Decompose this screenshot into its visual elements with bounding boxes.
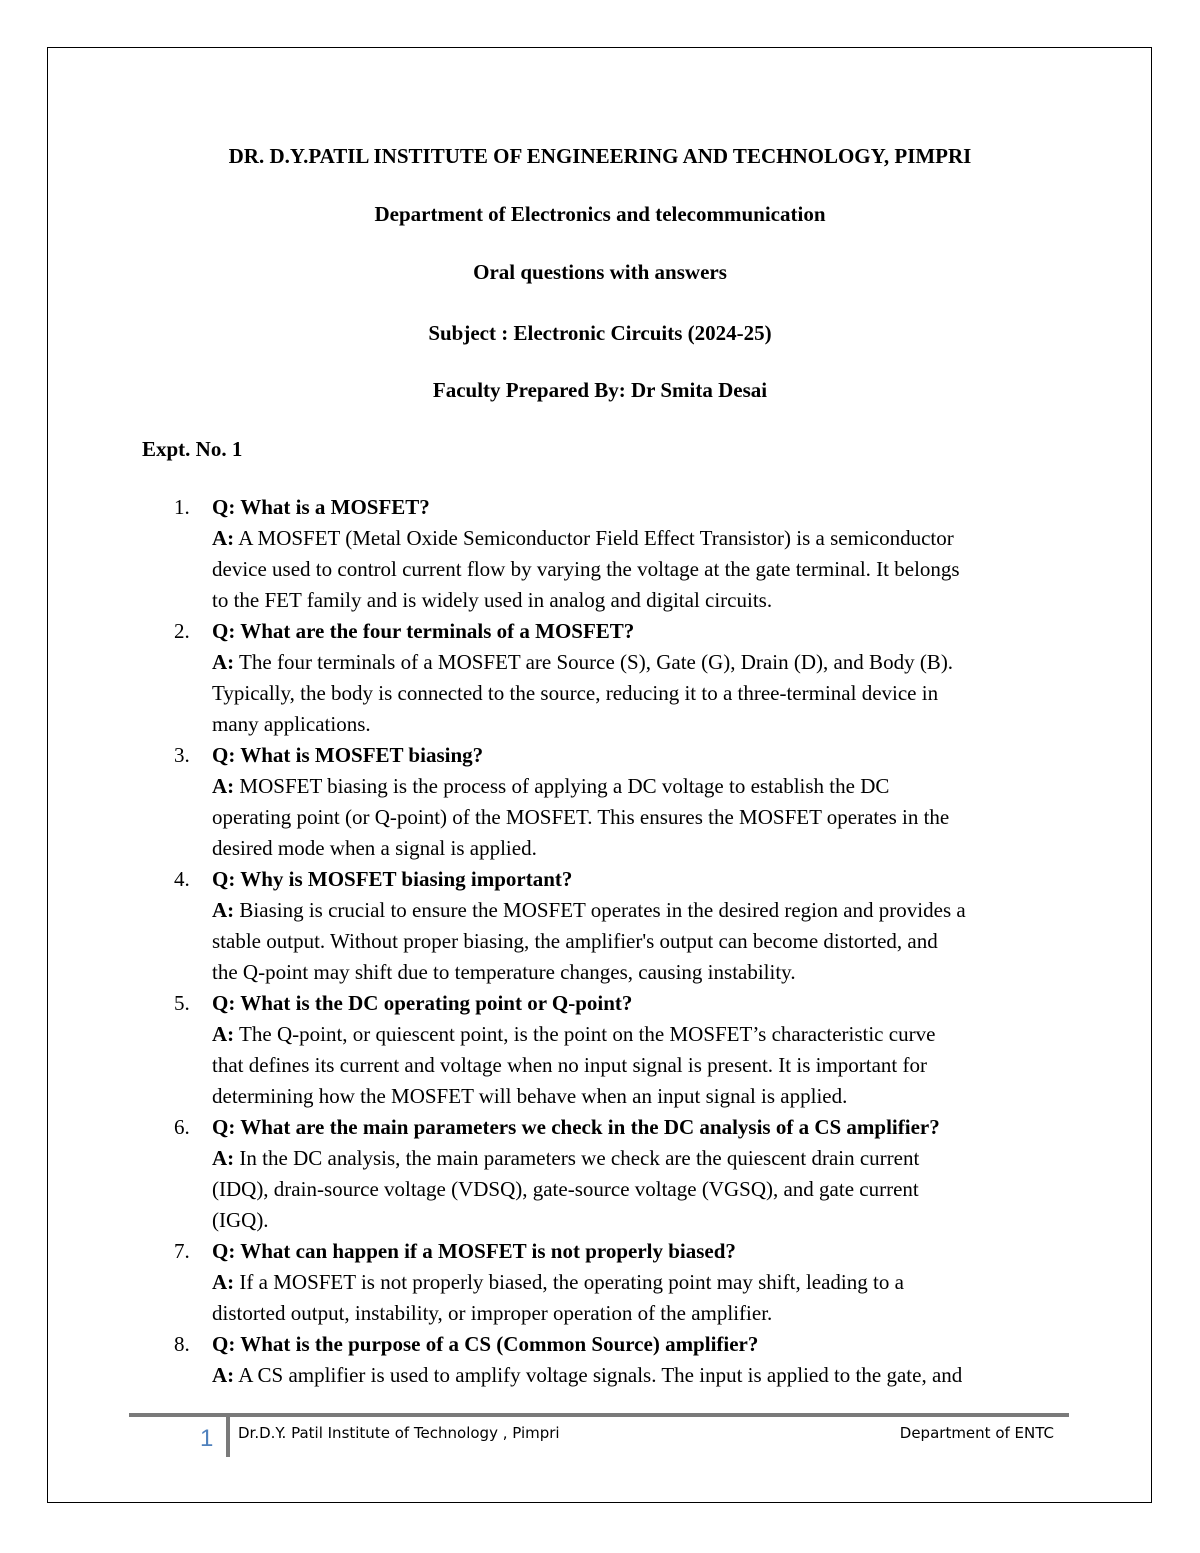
answer-label: A: bbox=[212, 526, 235, 550]
footer-rule bbox=[129, 1413, 1069, 1417]
experiment-heading: Expt. No. 1 bbox=[142, 437, 243, 461]
qa-number: 3. bbox=[174, 743, 190, 767]
answer-line bbox=[212, 1267, 1072, 1298]
qa-body bbox=[212, 1112, 1072, 1236]
answer-line bbox=[212, 523, 1072, 554]
answer-line bbox=[212, 1360, 1072, 1391]
answer-text: The Q-point, or quiescent point, is the point on the MOSFET’s characteristic curve bbox=[239, 1022, 936, 1046]
answer-line bbox=[212, 833, 1072, 864]
question-text: Q: What are the four terminals of a MOSFET? bbox=[212, 619, 635, 643]
qa-number: 7. bbox=[174, 1239, 190, 1263]
answer-line bbox=[212, 1205, 1072, 1236]
answer-line bbox=[212, 678, 1072, 709]
answer-line bbox=[212, 926, 1072, 957]
qa-body bbox=[212, 864, 1072, 988]
answer-label: A: bbox=[212, 1022, 235, 1046]
answer-line bbox=[212, 1298, 1072, 1329]
document-title: Oral questions with answers bbox=[473, 260, 727, 284]
question-text: Q: What is a MOSFET? bbox=[212, 495, 430, 519]
answer-text: that defines its current and voltage when no input signal is present. It is important for bbox=[212, 1053, 928, 1077]
answer-text: (IDQ), drain-source voltage (VDSQ), gate-source voltage (VGSQ), and gate current bbox=[212, 1177, 919, 1201]
answer-line bbox=[212, 1050, 1072, 1081]
qa-body bbox=[212, 616, 1072, 740]
qa-body bbox=[212, 1236, 1072, 1329]
qa-item bbox=[0, 740, 1200, 864]
answer-text: stable output. Without proper biasing, the amplifier's output can become distorted, and bbox=[212, 929, 938, 953]
answer-label: A: bbox=[212, 1363, 235, 1387]
question-text: Q: What is MOSFET biasing? bbox=[212, 743, 484, 767]
qa-item bbox=[0, 988, 1200, 1112]
qa-body bbox=[212, 988, 1072, 1112]
qa-item bbox=[0, 492, 1200, 616]
question-text: Q: Why is MOSFET biasing important? bbox=[212, 867, 573, 891]
answer-text: distorted output, instability, or improper operation of the amplifier. bbox=[212, 1301, 773, 1325]
answer-line bbox=[212, 585, 1072, 616]
answer-text: to the FET family and is widely used in analog and digital circuits. bbox=[212, 588, 773, 612]
answer-text: the Q-point may shift due to temperature changes, causing instability. bbox=[212, 960, 796, 984]
qa-number: 2. bbox=[174, 619, 190, 643]
answer-text: determining how the MOSFET will behave when an input signal is applied. bbox=[212, 1084, 848, 1108]
footer-page-number: 1 bbox=[200, 1425, 214, 1452]
answer-line bbox=[212, 1019, 1072, 1050]
answer-text: (IGQ). bbox=[212, 1208, 269, 1232]
answer-text: If a MOSFET is not properly biased, the operating point may shift, leading to a bbox=[239, 1270, 904, 1294]
qa-item bbox=[0, 864, 1200, 988]
qa-number: 5. bbox=[174, 991, 190, 1015]
answer-text: A MOSFET (Metal Oxide Semiconductor Field Effect Transistor) is a semiconductor bbox=[238, 526, 954, 550]
qa-body bbox=[212, 492, 1072, 616]
qa-number: 4. bbox=[174, 867, 190, 891]
footer-institute: Dr.D.Y. Patil Institute of Technology , Pimpri bbox=[238, 1424, 560, 1442]
qa-list bbox=[0, 492, 1200, 1391]
question-text: Q: What is the DC operating point or Q-point? bbox=[212, 991, 633, 1015]
answer-line bbox=[212, 554, 1072, 585]
answer-line bbox=[212, 771, 1072, 802]
answer-line bbox=[212, 957, 1072, 988]
answer-line bbox=[212, 647, 1072, 678]
institute-name: DR. D.Y.PATIL INSTITUTE OF ENGINEERING AND TECHNOLOGY, PIMPRI bbox=[228, 144, 972, 168]
answer-text: MOSFET biasing is the process of applying a DC voltage to establish the DC bbox=[239, 774, 890, 798]
answer-line bbox=[212, 895, 1072, 926]
answer-label: A: bbox=[212, 898, 235, 922]
subject-line: Subject : Electronic Circuits (2024-25) bbox=[428, 321, 772, 345]
answer-line bbox=[212, 1143, 1072, 1174]
answer-line bbox=[212, 709, 1072, 740]
answer-text: operating point (or Q-point) of the MOSFET. This ensures the MOSFET operates in the bbox=[212, 805, 950, 829]
footer-divider bbox=[226, 1417, 230, 1457]
answer-text: A CS amplifier is used to amplify voltage signals. The input is applied to the gate, and bbox=[238, 1363, 963, 1387]
answer-label: A: bbox=[212, 1146, 235, 1170]
answer-line bbox=[212, 1081, 1072, 1112]
department-name: Department of Electronics and telecommunication bbox=[374, 202, 826, 226]
qa-item bbox=[0, 1329, 1200, 1391]
qa-item bbox=[0, 1112, 1200, 1236]
answer-text: desired mode when a signal is applied. bbox=[212, 836, 537, 860]
qa-body bbox=[212, 740, 1072, 864]
answer-label: A: bbox=[212, 650, 235, 674]
footer-department: Department of ENTC bbox=[899, 1424, 1054, 1442]
qa-number: 6. bbox=[174, 1115, 190, 1139]
answer-text: device used to control current flow by varying the voltage at the gate terminal. It belongs bbox=[212, 557, 960, 581]
qa-item bbox=[0, 616, 1200, 740]
question-text: Q: What is the purpose of a CS (Common Source) amplifier? bbox=[212, 1332, 759, 1356]
answer-label: A: bbox=[212, 1270, 235, 1294]
qa-item bbox=[0, 1236, 1200, 1329]
qa-body bbox=[212, 1329, 1072, 1391]
qa-number: 8. bbox=[174, 1332, 190, 1356]
faculty-line: Faculty Prepared By: Dr Smita Desai bbox=[432, 378, 768, 402]
answer-text: In the DC analysis, the main parameters we check are the quiescent drain current bbox=[239, 1146, 920, 1170]
qa-number: 1. bbox=[174, 495, 190, 519]
answer-line bbox=[212, 802, 1072, 833]
answer-text: Typically, the body is connected to the source, reducing it to a three-terminal device in bbox=[212, 681, 939, 705]
question-text: Q: What can happen if a MOSFET is not properly biased? bbox=[212, 1239, 736, 1263]
answer-text: many applications. bbox=[212, 712, 371, 736]
answer-text: Biasing is crucial to ensure the MOSFET operates in the desired region and provides a bbox=[239, 898, 966, 922]
answer-text: The four terminals of a MOSFET are Source (S), Gate (G), Drain (D), and Body (B). bbox=[239, 650, 954, 674]
question-text: Q: What are the main parameters we check in the DC analysis of a CS amplifier? bbox=[212, 1115, 940, 1139]
answer-label: A: bbox=[212, 774, 235, 798]
answer-line bbox=[212, 1174, 1072, 1205]
